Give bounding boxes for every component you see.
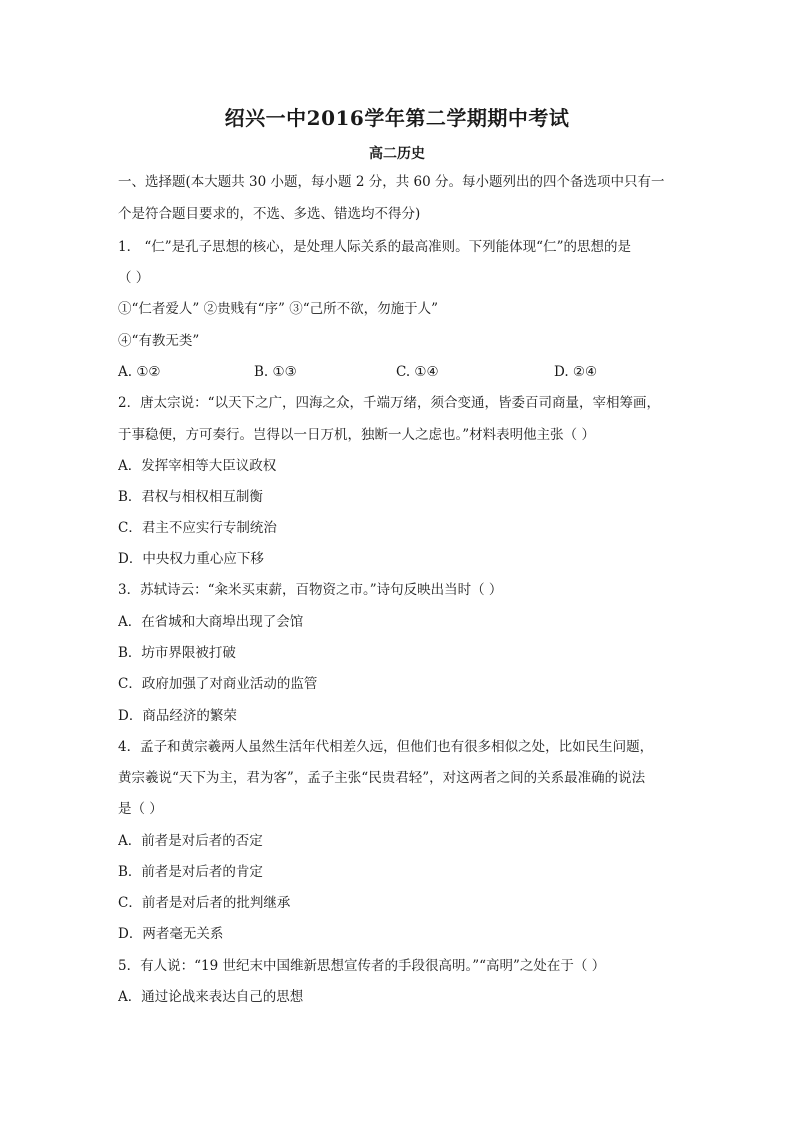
option-c: C．政府加强了对商业活动的监管 <box>118 676 318 692</box>
subject-title: 高二历史 <box>369 146 425 162</box>
question-3-stem: 3．苏轼诗云：“籴米买束薪，百物资之市。”诗句反映出当时（ ） <box>118 582 503 598</box>
option-a: A．发挥宰相等大臣议政权 <box>118 458 277 474</box>
option-d: D．商品经济的繁荣 <box>118 708 237 724</box>
option-c: C．前者是对后者的批判继承 <box>118 895 291 911</box>
section-instructions-line1: 一、选择题(本大题共 30 小题，每小题 2 分，共 60 分。每小题列出的四个备选项中只有一 <box>118 174 665 190</box>
option-b: B．前者是对后者的肯定 <box>118 864 263 880</box>
question-4-stem-end: 是（ ） <box>118 801 163 817</box>
option-a: A. ①② <box>118 364 161 380</box>
option-d: D．两者毫无关系 <box>118 926 224 942</box>
question-5-stem: 5．有人说：“19 世纪末中国维新思想宣传者的手段很高明。”“高明”之处在于（ ） <box>118 958 606 974</box>
section-instructions-line2: 个是符合题目要求的，不选、多选、错选均不得分) <box>118 206 421 222</box>
question-2-stem-cont: 于事稳便，方可奏行。岂得以一日万机，独断一人之虑也。”材料表明他主张（ ） <box>118 427 595 443</box>
question-4-stem-cont: 黄宗羲说“天下为主，君为客”，孟子主张“民贵君轻”，对这两者之间的关系最准确的说法 <box>118 770 646 786</box>
question-1-items: ①“仁者爱人” ②贵贱有“序” ③“己所不欲，勿施于人” <box>118 301 438 317</box>
question-1-stem-bracket: （ ） <box>118 270 150 286</box>
question-4-stem: 4．孟子和黄宗羲两人虽然生活年代相差久远，但他们也有很多相似之处，比如民生问题， <box>118 739 654 755</box>
question-1-items-extra: ④“有教无类” <box>118 333 200 349</box>
question-2-stem: 2．唐太宗说：“以天下之广，四海之众，千端万绪，须合变通，皆委百司商量，宰相筹画， <box>118 395 660 411</box>
question-1-stem: 1． “仁”是孔子思想的核心，是处理人际关系的最高准则。下列能体现“仁”的思想的是 <box>118 239 631 255</box>
option-c: C. ①④ <box>396 364 439 380</box>
option-d: D. ②④ <box>554 364 598 380</box>
question-1-options <box>118 362 684 382</box>
option-d: D．中央权力重心应下移 <box>118 551 264 567</box>
option-b: B．坊市界限被打破 <box>118 645 236 661</box>
option-c: C．君主不应实行专制统治 <box>118 520 277 536</box>
option-b: B．君权与相权相互制衡 <box>118 489 263 505</box>
option-b: B. ①③ <box>254 364 297 380</box>
exam-title: 绍兴一中2016学年第二学期期中考试 <box>224 106 570 130</box>
option-a: A．在省城和大商埠出现了会馆 <box>118 614 304 630</box>
option-a: A．通过论战来表达自己的思想 <box>118 989 304 1005</box>
option-a: A．前者是对后者的否定 <box>118 833 263 849</box>
